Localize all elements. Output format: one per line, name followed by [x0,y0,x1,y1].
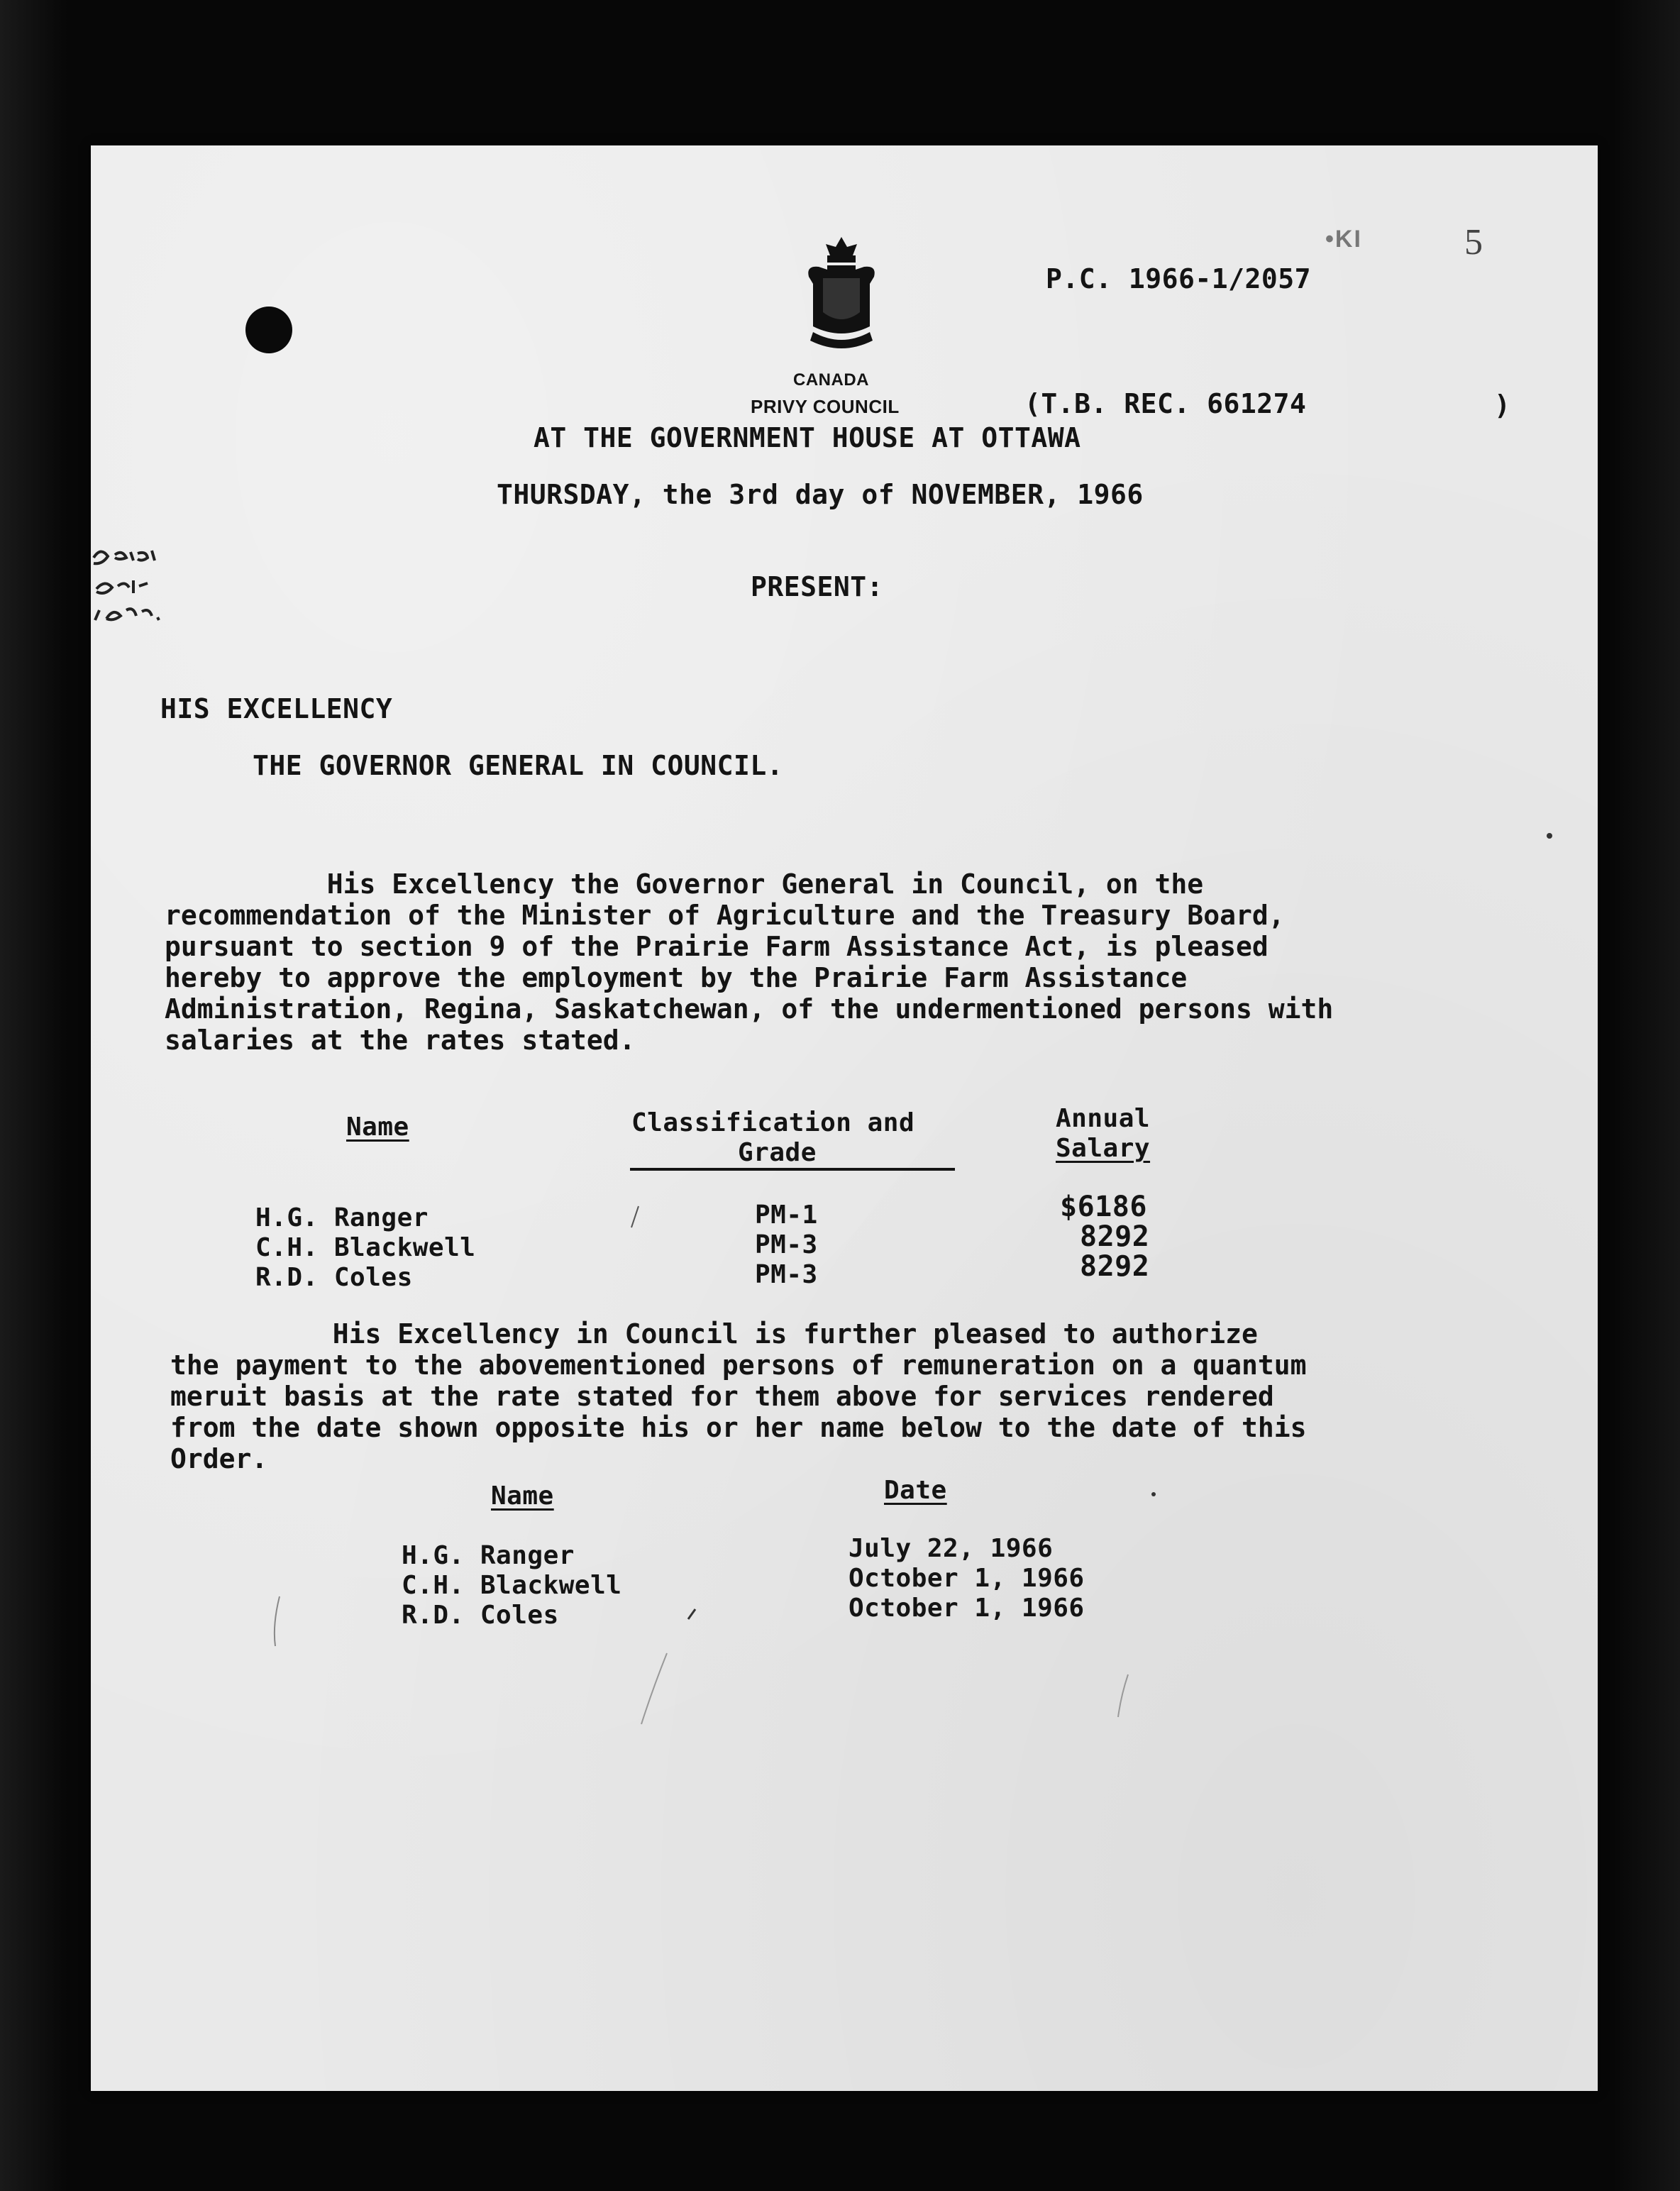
paragraph-line: Order. [170,1443,268,1474]
paragraph-line: from the date shown opposite his or her name below to the date of this [170,1412,1307,1443]
paragraph-line: hereby to approve the employment by the Prairie Farm Assistance [165,962,1188,993]
country-label: CANADA [793,370,869,390]
council-label: PRIVY COUNCIL [751,396,900,417]
salary-header-annual: Annual [1056,1104,1151,1133]
address-line-2: THE GOVERNOR GENERAL IN COUNCIL. [253,750,784,781]
salary-row-name: H.G. Ranger [255,1203,429,1232]
salary-row-name: R.D. Coles [255,1263,413,1292]
address-line-1: HIS EXCELLENCY [160,693,393,724]
date-row-date: July 22, 1966 [849,1534,1054,1563]
salary-header-classification: Classification and [631,1108,915,1137]
paragraph-line: pursuant to section 9 of the Prairie Farm Assistance Act, is pleased [165,931,1269,962]
date-line: THURSDAY, the 3rd day of NOVEMBER, 1966 [497,479,1144,510]
paragraph-line: salaries at the rates stated. [165,1025,636,1056]
pc-number: P.C. 1966-1/2057 [1046,263,1312,294]
date-header-date: Date [884,1476,947,1505]
date-row-name: R.D. Coles [402,1601,559,1630]
date-row-name: H.G. Ranger [402,1541,575,1570]
tb-rec-number: (T.B. REC. 661274 [1024,388,1307,419]
salary-row-amount: 8292 [1080,1220,1150,1253]
salary-header-salary: Salary [1056,1134,1151,1163]
date-header-name: Name [491,1481,554,1511]
date-row-date: October 1, 1966 [849,1594,1085,1623]
page-number: 5 [1464,222,1483,263]
present-label: PRESENT: [751,571,884,602]
corner-stamp: •KI [1325,226,1362,253]
paragraph-line: meruit basis at the rate stated for them above for services rendered [170,1381,1274,1412]
date-row-date: October 1, 1966 [849,1564,1085,1593]
paragraph-line: the payment to the abovementioned persons of remuneration on a quantum [170,1350,1307,1381]
salary-row-amount: 8292 [1080,1250,1150,1283]
salary-header-grade: Grade [738,1138,817,1167]
paragraph-line: Administration, Regina, Saskatchewan, of the undermentioned persons with [165,993,1334,1025]
salary-row-name: C.H. Blackwell [255,1233,476,1262]
date-row-name: C.H. Blackwell [402,1571,622,1600]
paragraph-line: His Excellency in Council is further pleased to authorize [170,1318,1258,1350]
salary-header-name: Name [346,1113,409,1142]
salary-row-amount: $6186 [1060,1191,1147,1223]
paragraph-line: recommendation of the Minister of Agriculture and the Treasury Board, [165,900,1285,931]
salary-row-grade: PM-3 [755,1260,818,1289]
tb-rec-close: ) [1494,390,1511,421]
salary-row-grade: PM-3 [755,1230,818,1259]
salary-row-grade: PM-1 [755,1201,818,1230]
location-line: AT THE GOVERNMENT HOUSE AT OTTAWA [534,422,1081,453]
paragraph-line: His Excellency the Governor General in Council, on the [165,868,1204,900]
